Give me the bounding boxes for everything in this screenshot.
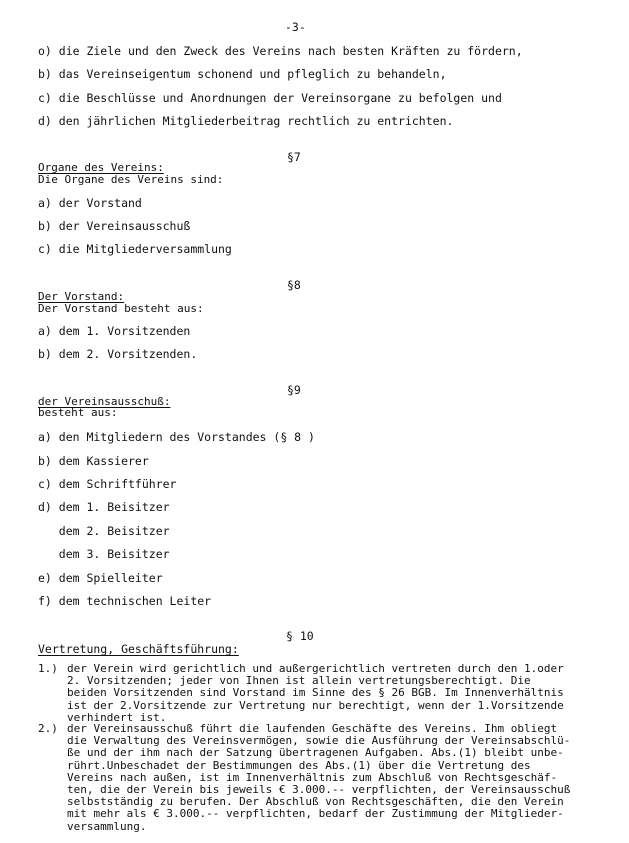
section-number: §9 — [287, 383, 301, 397]
paragraph-number: 1.) — [38, 662, 58, 675]
page-number: -3- — [285, 20, 306, 34]
list-item: f) dem technischen Leiter — [38, 594, 212, 608]
duty-item: d) den jährlichen Mitgliederbeitrag rechtlich zu entrichten. — [38, 114, 454, 128]
paragraph-text: der Verein wird gerichtlich und außergerichtlich vertreten durch den 1.oder 2. Vorsitzenden; jeder von Ihnen ist allein vertretungsberechtigt. Die beiden Vorsitzenden sind Vorstand im Sinne des § 26 BGB. Im Innenverhältnis ist der 2.Vorsitzende zur Vertretung nur berechtigt, wenn der 1.Vorsitzende verhindert ist. — [67, 662, 564, 724]
section-intro: Der Vorstand besteht aus: — [38, 302, 204, 315]
paragraph-number: 2.) — [38, 722, 58, 735]
duty-item: c) die Beschlüsse und Anordnungen der Vereinsorgane zu befolgen und — [38, 91, 502, 105]
list-item: a) der Vorstand — [38, 196, 142, 210]
list-item: a) dem 1. Vorsitzenden — [38, 324, 191, 338]
section-number: § 10 — [286, 629, 314, 643]
list-item: d) dem 1. Beisitzer — [38, 500, 170, 514]
list-item: b) der Vereinsausschuß — [38, 219, 191, 233]
list-item: a) den Mitgliedern des Vorstandes (§ 8 ) — [38, 430, 315, 444]
list-item: dem 3. Beisitzer — [38, 547, 170, 561]
paragraph-text: der Vereinsausschuß führt die laufenden Geschäfte des Vereins. Ihm obliegt die Verwaltung des Vereinsvermögen, sowie die Ausführung der Vereinsabschlü- ße und der ihm nach der Satzung übertragenen Aufgaben. Abs.(1) bleibt unbe- rührt.Unbeschadet der Bestimmungen des Abs.(1) über die Vertretung des Vereins nach außen, ist im Innenverhältnis zum Abschluß von Rechtsgeschäf- ten, die der Verein bis jeweils € 3.000.-- verpflichten, der Vereinsausschuß selbstständig zu berufen. Der Abschluß von Rechtsgeschäften, die den Verein mit mehr als € 3.000.-- verpflichten, bedarf der Zustimmung der Mitglieder- versammlung. — [67, 722, 571, 833]
section-number: §8 — [287, 278, 301, 292]
section-intro: besteht aus: — [38, 406, 118, 419]
duty-item: o) die Ziele und den Zweck des Vereins nach besten Kräften zu fördern, — [38, 44, 523, 58]
section-heading: Vertretung, Geschäftsführung: — [38, 642, 239, 656]
section-heading: Der Vorstand: — [38, 290, 125, 303]
list-item: c) die Mitgliederversammlung — [38, 242, 232, 256]
list-item: c) dem Schriftführer — [38, 477, 177, 491]
section-number: §7 — [287, 150, 301, 164]
section-heading: Organe des Vereins: — [38, 161, 164, 174]
section-heading: der Vereinsausschuß: — [38, 395, 171, 408]
list-item: b) dem Kassierer — [38, 454, 149, 468]
list-item: e) dem Spielleiter — [38, 571, 163, 585]
list-item: b) dem 2. Vorsitzenden. — [38, 347, 198, 361]
list-item: dem 2. Beisitzer — [38, 524, 170, 538]
section-intro: Die Organe des Vereins sind: — [38, 173, 224, 186]
duty-item: b) das Vereinseigentum schonend und pfleglich zu behandeln, — [38, 67, 447, 81]
